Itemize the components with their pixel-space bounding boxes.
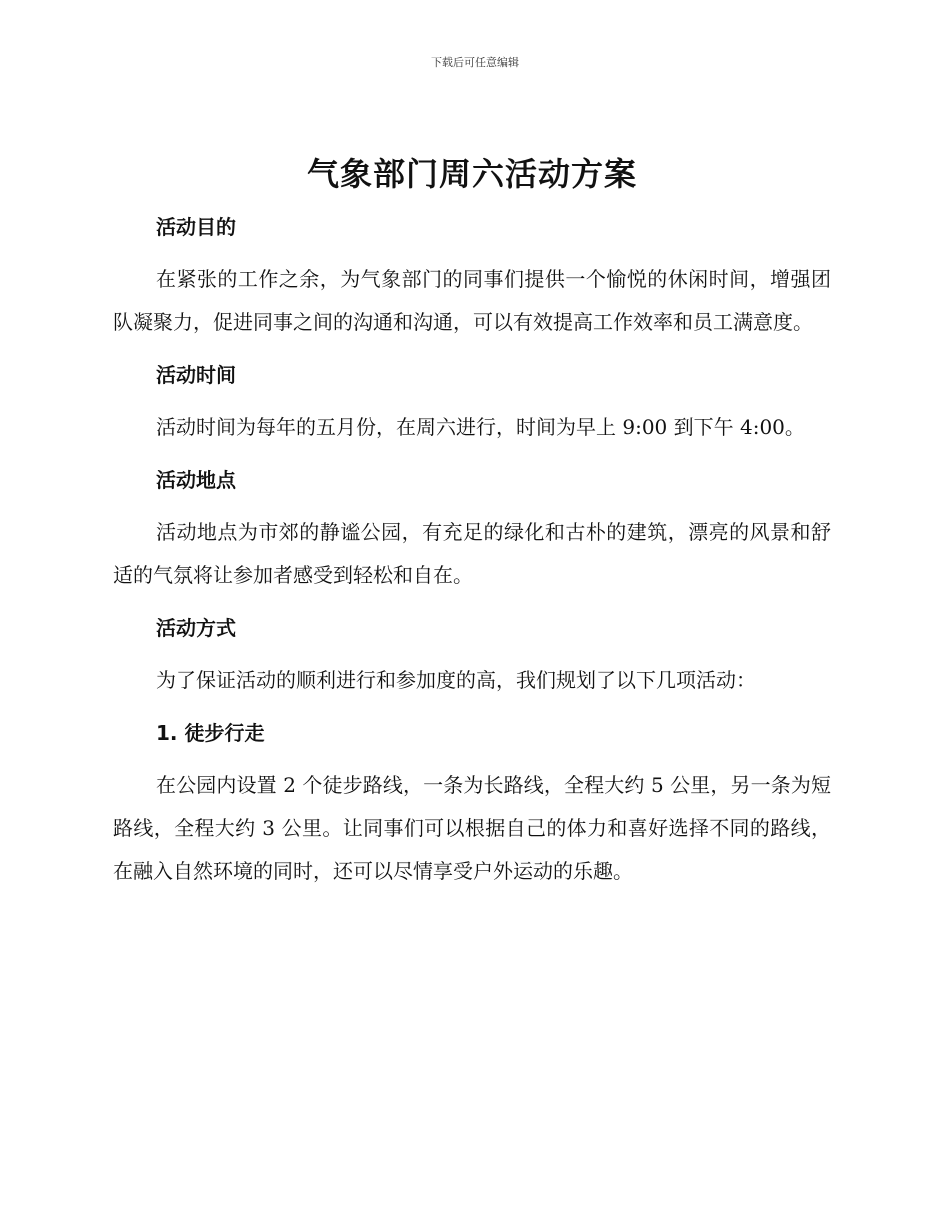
section-hiking <box>113 718 831 893</box>
section-paragraph-purpose: 在紧张的工作之余，为气象部门的同事们提供一个愉悦的休闲时间，增强团队凝聚力，促进同事之间的沟通和沟通，可以有效提高工作效率和员工满意度。 <box>113 267 831 334</box>
section-heading-purpose: 活动目的 <box>156 215 236 239</box>
section-heading-hiking: 1. 徒步行走 <box>156 721 265 745</box>
section-time <box>113 360 831 449</box>
document-title: 气象部门周六活动方案 <box>306 155 637 193</box>
section-location <box>113 465 831 597</box>
document-body <box>113 148 831 893</box>
header-note: 下载后可任意编辑 <box>431 56 519 69</box>
section-heading-time: 活动时间 <box>156 363 236 387</box>
section-paragraph-method: 为了保证活动的顺利进行和参加度的高，我们规划了以下几项活动： <box>156 668 756 692</box>
section-purpose <box>113 212 831 344</box>
section-paragraph-time: 活动时间为每年的五月份，在周六进行，时间为早上 9:00 到下午 4:00。 <box>156 415 805 439</box>
section-paragraph-location: 活动地点为市郊的静谧公园，有充足的绿化和古朴的建筑，漂亮的风景和舒适的气氛将让参加者感受到轻松和自在。 <box>113 520 831 587</box>
section-heading-location: 活动地点 <box>156 468 236 492</box>
section-heading-method: 活动方式 <box>156 616 236 640</box>
section-paragraph-hiking: 在公园内设置 2 个徒步路线，一条为长路线，全程大约 5 公里，另一条为短路线，全程大约 3 公里。让同事们可以根据自己的体力和喜好选择不同的路线，在融入自然环境的同时，还可以尽情享受户外运动的乐趣。 <box>113 773 831 883</box>
section-method <box>113 613 831 702</box>
